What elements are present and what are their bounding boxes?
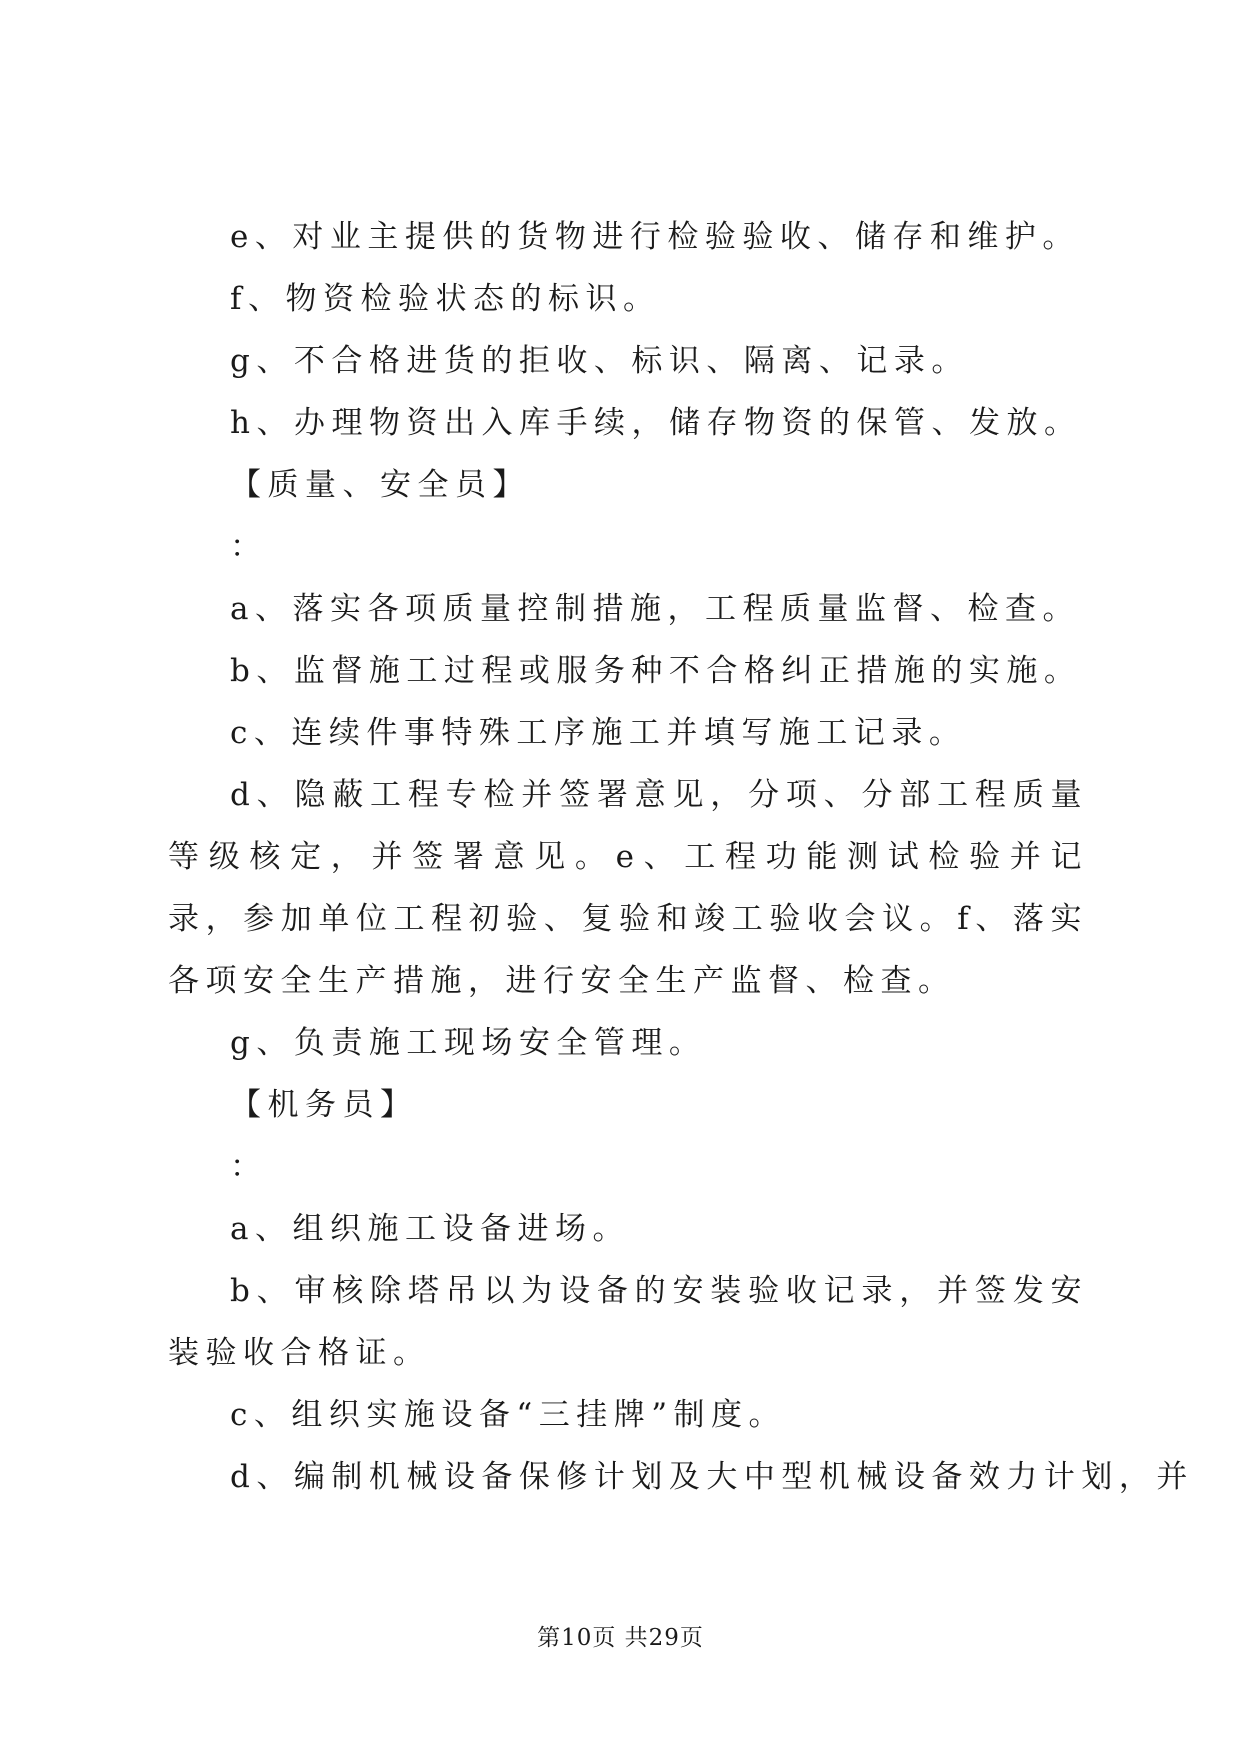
text-line-b: b、监督施工过程或服务种不合格纠正措施的实施。 (230, 653, 1082, 689)
paragraph-d: d、隐蔽工程专检并签署意见，分项、分部工程质量等级核定，并签署意见。e、工程功能测试检验并记录，参加单位工程初验、复验和竣工验收会议。f、落实各项安全生产措施，进行安全生产监督、检查。 (168, 777, 1088, 999)
section-heading-quality-safety: 【质量、安全员】 (230, 467, 530, 503)
text-line-g: g、不合格进货的拒收、标识、隔离、记录。 (230, 343, 969, 379)
paragraph-b2: b、审核除塔吊以为设备的安装验收记录，并签发安装验收合格证。 (168, 1273, 1088, 1371)
page-number-footer: 第10页 共29页 (537, 1625, 704, 1651)
text-line-g2: g、负责施工现场安全管理。 (230, 1025, 707, 1061)
colon-line-2: ： (230, 1149, 268, 1185)
section-heading-mechanic: 【机务员】 (230, 1087, 418, 1123)
text-line-h: h、办理物资出入库手续，储存物资的保管、发放。 (230, 405, 1082, 441)
colon-line: ： (230, 529, 268, 565)
text-line-d2: d、编制机械设备保修计划及大中型机械设备效力计划，并 (230, 1459, 1194, 1495)
text-line-c2: c、组织实施设备“三挂牌”制度。 (230, 1397, 787, 1433)
text-line-f: f、物资检验状态的标识。 (230, 281, 661, 317)
text-line-c: c、连续件事特殊工序施工并填写施工记录。 (230, 715, 967, 751)
text-line-e: e、对业主提供的货物进行检验验收、储存和维护。 (230, 219, 1080, 255)
text-line-a: a、落实各项质量控制措施，工程质量监督、检查。 (230, 591, 1080, 627)
document-body (168, 206, 1194, 1508)
text-line-a2: a、组织施工设备进场。 (230, 1211, 630, 1247)
